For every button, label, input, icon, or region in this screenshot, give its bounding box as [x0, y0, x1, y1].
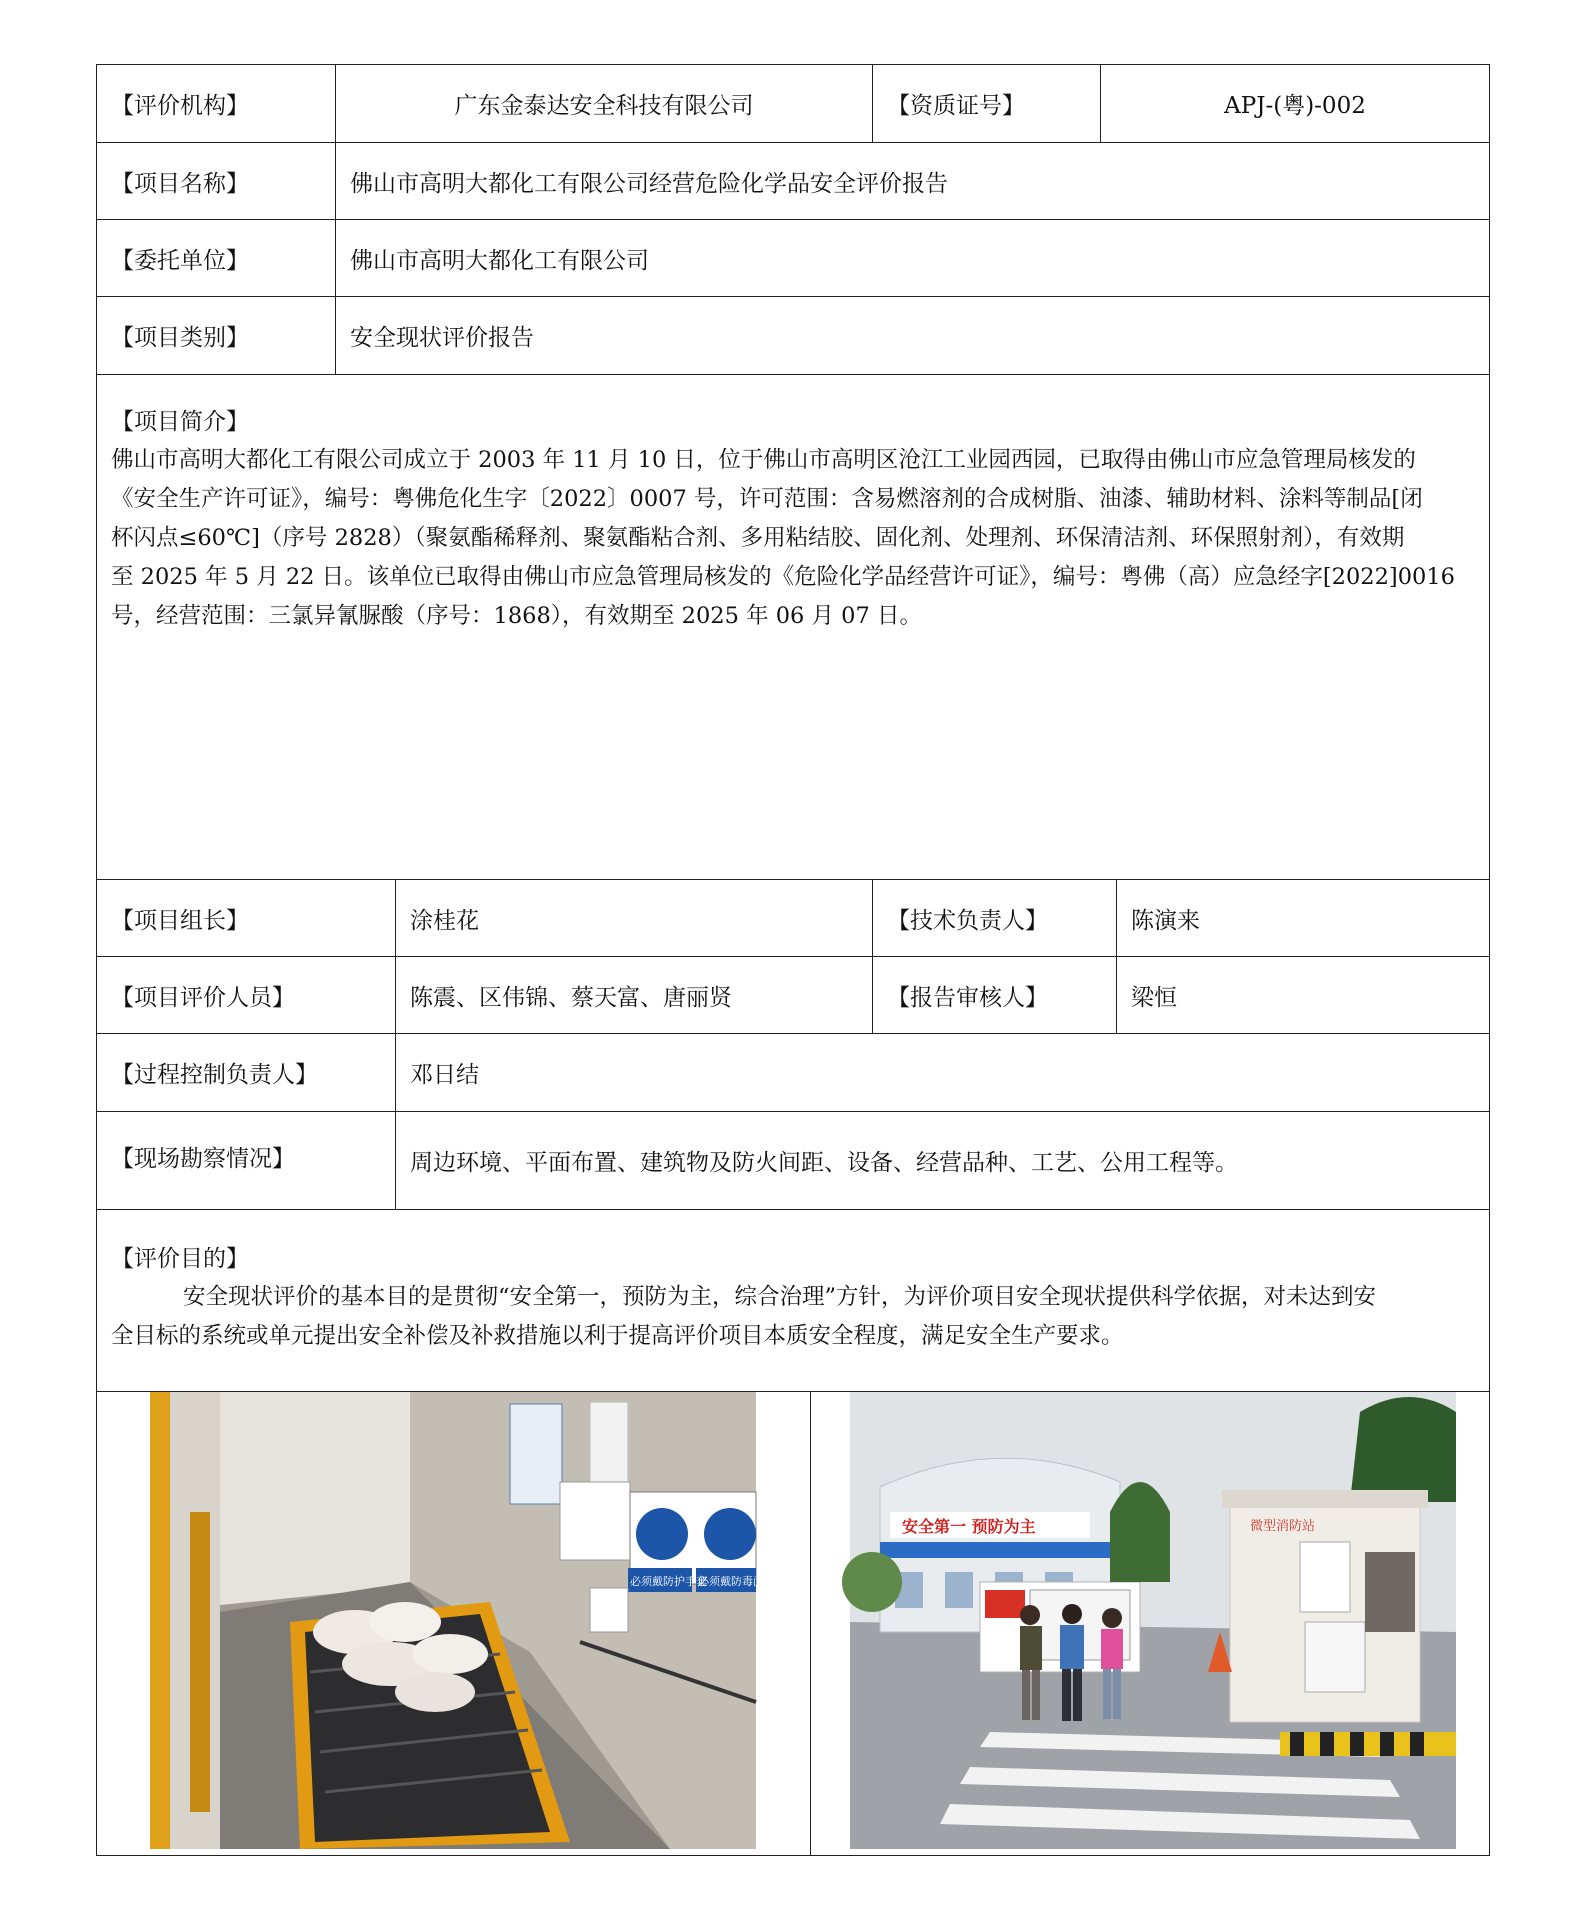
purpose-heading: 【评价目的】	[111, 1246, 249, 1272]
project-name-row	[97, 143, 1489, 220]
purpose-line: 全目标的系统或单元提出安全补偿及补救措施以利于提高评价项目本质安全程度，满足安全生产要求。	[111, 1323, 1124, 1349]
intro-line: 杯闪点≤60℃]（序号 2828）（聚氨酯稀释剂、聚氨酯粘合剂、多用粘结胶、固化剂、处理剂、环保清洁剂、环保照射剂），有效期	[111, 525, 1405, 551]
category-row	[97, 297, 1489, 375]
reviewer-label: 【报告审核人】	[872, 957, 1116, 1033]
reviewer-value: 梁恒	[1116, 957, 1489, 1033]
evaluation-info-table	[96, 64, 1490, 1856]
process-row	[97, 1034, 1489, 1112]
process-value: 邓日结	[395, 1034, 1489, 1111]
storage-area-photo	[150, 1392, 764, 1849]
evaluators-value: 陈震、区伟锦、蔡天富、唐丽贤	[395, 957, 872, 1033]
photo-divider	[810, 1392, 811, 1855]
leader-row	[97, 880, 1489, 957]
banner-slogan: 安全第一 预防为主	[902, 1517, 1036, 1536]
client-row	[97, 220, 1489, 297]
project-name-value: 佛山市高明大都化工有限公司经营危险化学品安全评价报告	[335, 143, 1489, 219]
tech-lead-value: 陈演来	[1116, 880, 1489, 956]
intro-heading: 【项目简介】	[111, 409, 249, 435]
cert-label: 【资质证号】	[872, 65, 1100, 142]
project-name-label: 【项目名称】	[111, 170, 249, 197]
cert-value: APJ-(粤)-002	[1100, 65, 1489, 142]
client-label: 【委托单位】	[111, 247, 249, 274]
survey-label: 【现场勘察情况】	[111, 1146, 295, 1172]
site-entrance-photo	[850, 1392, 1456, 1849]
intro-line: 至 2025 年 5 月 22 日。该单位已取得由佛山市应急管理局核发的《危险化学品经营许可证》，编号：粤佛（高）应急经字[2022]0016	[111, 564, 1455, 590]
sign-gasmask: 必须戴防毒面	[698, 1575, 764, 1588]
sign-gloves: 必须戴防护手套	[630, 1575, 707, 1588]
photos-row	[97, 1392, 1489, 1855]
leader-value: 涂桂花	[395, 880, 872, 956]
evaluators-label: 【项目评价人员】	[111, 984, 295, 1011]
survey-row	[97, 1112, 1489, 1210]
intro-line: 佛山市高明大都化工有限公司成立于 2003 年 11 月 10 日，位于佛山市高明区沧江工业园西园，已取得由佛山市应急管理局核发的	[111, 447, 1416, 473]
client-value: 佛山市高明大都化工有限公司	[335, 220, 1489, 296]
category-value: 安全现状评价报告	[335, 297, 1489, 374]
intro-line: 号，经营范围：三氯异氰脲酸（序号：1868），有效期至 2025 年 06 月 07 日。	[111, 603, 922, 629]
org-row	[97, 65, 1489, 143]
purpose-section	[97, 1210, 1489, 1392]
leader-label: 【项目组长】	[111, 907, 249, 934]
tech-lead-label: 【技术负责人】	[872, 880, 1116, 956]
storage-area-illustration	[150, 1392, 764, 1849]
site-entrance-illustration	[850, 1392, 1456, 1849]
evaluators-row	[97, 957, 1489, 1034]
org-value: 广东金泰达安全科技有限公司	[335, 65, 872, 142]
intro-text	[111, 441, 1475, 636]
intro-section	[97, 375, 1489, 880]
intro-line: 《安全生产许可证》，编号：粤佛危化生字〔2022〕0007 号，许可范围：含易燃溶剂的合成树脂、油漆、辅助材料、涂料等制品[闭	[111, 486, 1423, 512]
org-label: 【评价机构】	[111, 93, 249, 119]
purpose-text	[111, 1278, 1475, 1356]
process-label: 【过程控制负责人】	[111, 1062, 318, 1088]
category-label: 【项目类别】	[111, 325, 249, 351]
survey-value: 周边环境、平面布置、建筑物及防火间距、设备、经营品种、工艺、公用工程等。	[395, 1112, 1489, 1209]
kiosk-sign: 微型消防站	[1250, 1519, 1316, 1534]
purpose-line: 安全现状评价的基本目的是贯彻“安全第一，预防为主，综合治理”方针，为评价项目安全现状提供科学依据，对未达到安	[183, 1284, 1377, 1310]
